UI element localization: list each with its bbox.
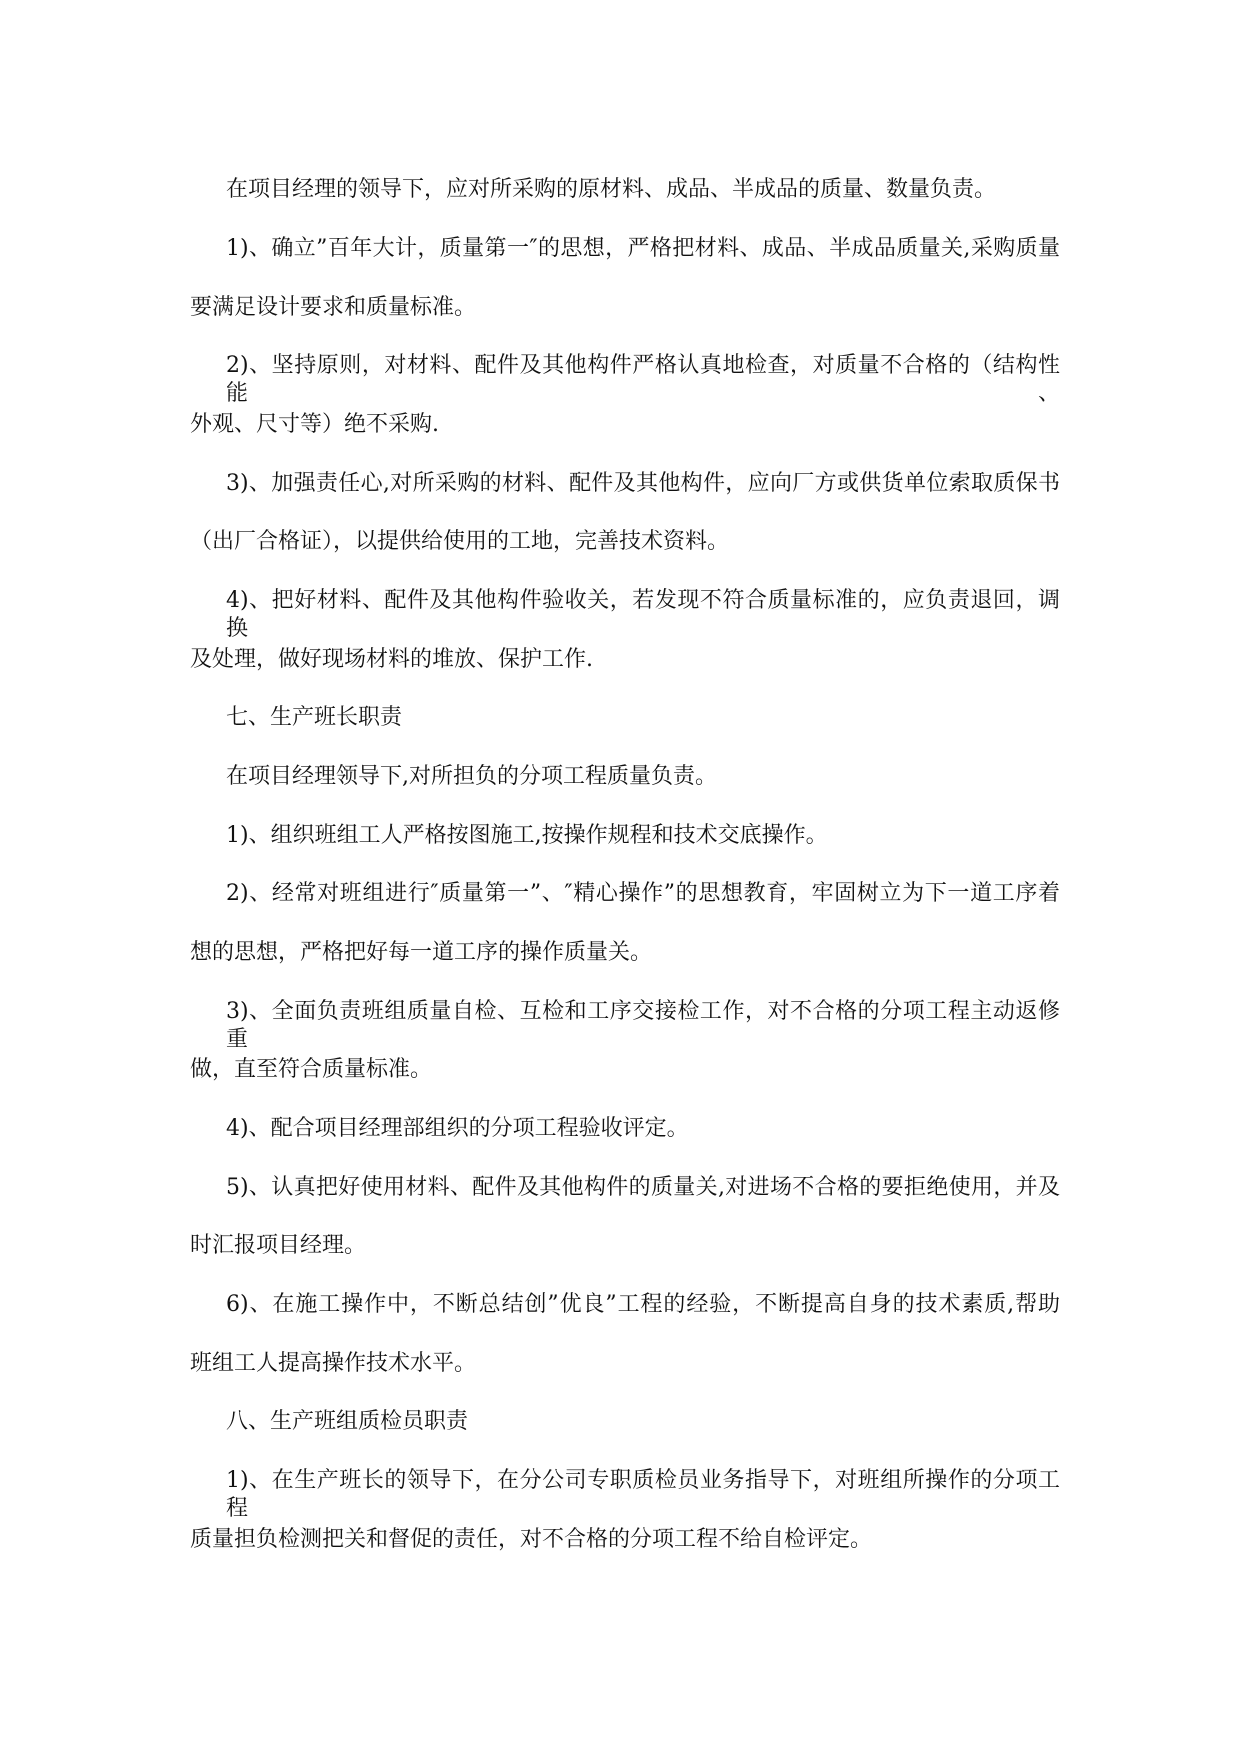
paragraph-line: 4)、配合项目经理部组织的分项工程验收评定。 [226, 1116, 689, 1141]
section-heading: 八、生产班组质检员职责 [226, 1409, 469, 1434]
paragraph-line: 3)、加强责任心,对所采购的材料、配件及其他构件，应向厂方或供货单位索取质保书 [226, 471, 1060, 496]
paragraph-line: 2)、经常对班组进行″质量第一”、″精心操作”的思想教育，牢固树立为下一道工序着 [226, 881, 1060, 906]
paragraph-line: 时汇报项目经理。 [190, 1233, 367, 1258]
paragraph-line: 要满足设计要求和质量标准。 [190, 295, 477, 320]
paragraph-line: 5)、认真把好使用材料、配件及其他构件的质量关,对进场不合格的要拒绝使用，并及 [226, 1175, 1060, 1200]
paragraph-line: 做，直至符合质量标准。 [190, 1057, 433, 1082]
paragraph-line: 4)、把好材料、配件及其他构件验收关，若发现不符合质量标准的，应负责退回，调换 [226, 588, 1060, 641]
section-heading: 七、生产班长职责 [226, 705, 403, 730]
paragraph-line: 在项目经理领导下,对所担负的分项工程质量负责。 [226, 764, 717, 789]
paragraph-line: 2)、坚持原则，对材料、配件及其他构件严格认真地检查，对质量不合格的（结构性能、 [226, 353, 1060, 406]
paragraph-line: 外观、尺寸等）绝不采购. [190, 412, 439, 437]
paragraph-line: 在项目经理的领导下，应对所采购的原材料、成品、半成品的质量、数量负责。 [226, 177, 997, 202]
paragraph-line: 6)、在施工操作中，不断总结创”优良”工程的经验，不断提高自身的技术素质,帮助 [226, 1292, 1060, 1317]
paragraph-line: 1)、确立”百年大计，质量第一″的思想，严格把材料、成品、半成品质量关,采购质量 [226, 236, 1060, 261]
paragraph-line: 1)、在生产班长的领导下，在分公司专职质检员业务指导下，对班组所操作的分项工程 [226, 1468, 1060, 1521]
paragraph-line: 班组工人提高操作技术水平。 [190, 1351, 477, 1376]
paragraph-line: 3)、全面负责班组质量自检、互检和工序交接检工作，对不合格的分项工程主动返修重 [226, 999, 1060, 1052]
paragraph-line: 1)、组织班组工人严格按图施工,按操作规程和技术交底操作。 [226, 823, 828, 848]
paragraph-line: 想的思想，严格把好每一道工序的操作质量关。 [190, 940, 653, 965]
paragraph-line: 质量担负检测把关和督促的责任，对不合格的分项工程不给自检评定。 [190, 1527, 873, 1552]
paragraph-line: （出厂合格证），以提供给使用的工地，完善技术资料。 [190, 529, 730, 554]
paragraph-line: 及处理，做好现场材料的堆放、保护工作. [190, 647, 593, 672]
